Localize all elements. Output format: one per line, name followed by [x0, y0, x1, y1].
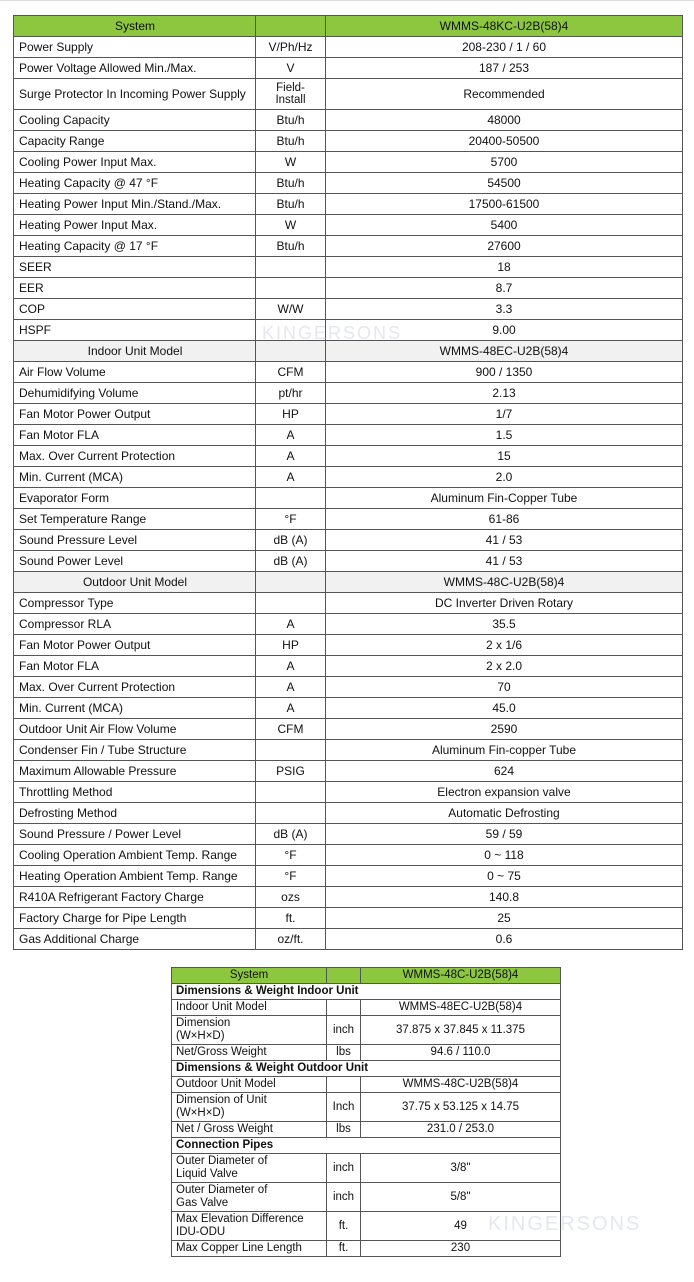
dim-value: 49: [361, 1212, 561, 1241]
table-row: [14, 782, 683, 803]
dim-value: 94.6 / 110.0: [361, 1045, 561, 1061]
table-row: [14, 677, 683, 698]
section-header-row: [172, 1061, 561, 1077]
dim-value: WMMS-48C-U2B(58)4: [361, 1077, 561, 1093]
table-row: [14, 509, 683, 530]
dim-value: WMMS-48C-U2B(58)4: [361, 968, 561, 984]
section-title: Dimensions & Weight Outdoor Unit: [172, 1061, 561, 1077]
spec-label: Cooling Operation Ambient Temp. Range: [14, 845, 256, 866]
spec-label: Sound Power Level: [14, 551, 256, 572]
spec-label: Cooling Power Input Max.: [14, 152, 256, 173]
spec-label: Outdoor Unit Air Flow Volume: [14, 719, 256, 740]
spec-unit: [256, 740, 326, 761]
dim-label: Dimension of Unit (W×H×D): [172, 1093, 327, 1122]
section-title: Connection Pipes: [172, 1138, 561, 1154]
spec-label: Power Voltage Allowed Min./Max.: [14, 58, 256, 79]
table-row: [14, 152, 683, 173]
spec-unit: A: [256, 677, 326, 698]
spec-label: Heating Capacity @ 47 °F: [14, 173, 256, 194]
table-row: [14, 299, 683, 320]
spec-label: Sound Pressure / Power Level: [14, 824, 256, 845]
table-row: [172, 1154, 561, 1183]
dim-label: Net / Gross Weight: [172, 1122, 327, 1138]
dim-label: Outer Diameter of Liquid Valve: [172, 1154, 327, 1183]
spec-unit: dB (A): [256, 551, 326, 572]
spec-label: Max. Over Current Protection: [14, 677, 256, 698]
dim-label: Max Elevation Difference IDU-ODU: [172, 1212, 327, 1241]
spec-label: EER: [14, 278, 256, 299]
table-row: [172, 1016, 561, 1045]
table-row: [14, 824, 683, 845]
table-row: [14, 425, 683, 446]
spec-unit: A: [256, 425, 326, 446]
table-row: [14, 908, 683, 929]
spec-unit: °F: [256, 866, 326, 887]
spec-unit: [256, 341, 326, 362]
spec-unit: [256, 257, 326, 278]
table-row: [14, 278, 683, 299]
spec-value: 8.7: [326, 278, 683, 299]
spec-value: 27600: [326, 236, 683, 257]
spec-value: WMMS-48C-U2B(58)4: [326, 572, 683, 593]
spec-value: 20400-50500: [326, 131, 683, 152]
spec-value: 9.00: [326, 320, 683, 341]
dim-label: Max Copper Line Length: [172, 1241, 327, 1257]
spec-label: COP: [14, 299, 256, 320]
spec-unit: [256, 593, 326, 614]
spec-unit: A: [256, 467, 326, 488]
spec-label: SEER: [14, 257, 256, 278]
spec-value: 0 ~ 118: [326, 845, 683, 866]
spec-unit: A: [256, 656, 326, 677]
spec-unit: HP: [256, 404, 326, 425]
spec-value: 25: [326, 908, 683, 929]
spec-label: Fan Motor Power Output: [14, 635, 256, 656]
table-row: [172, 1122, 561, 1138]
spec-label: Compressor Type: [14, 593, 256, 614]
table-row: [172, 1077, 561, 1093]
spec-unit: W: [256, 152, 326, 173]
table-row: [14, 467, 683, 488]
dim-label: Outdoor Unit Model: [172, 1077, 327, 1093]
table-row: [14, 131, 683, 152]
spec-value: 2590: [326, 719, 683, 740]
spec-value: 41 / 53: [326, 551, 683, 572]
spec-unit: [256, 803, 326, 824]
spec-label: Max. Over Current Protection: [14, 446, 256, 467]
spec-unit: A: [256, 446, 326, 467]
spec-value: 5700: [326, 152, 683, 173]
section-header-row: [172, 984, 561, 1000]
spec-label: Min. Current (MCA): [14, 698, 256, 719]
spec-value: 900 / 1350: [326, 362, 683, 383]
spec-value: Recommended: [326, 79, 683, 110]
table-row: [14, 236, 683, 257]
table-row: [14, 698, 683, 719]
watermark-text: KINGERSONS: [262, 323, 403, 343]
table-row: [14, 761, 683, 782]
spec-label: Defrosting Method: [14, 803, 256, 824]
spec-value: 140.8: [326, 887, 683, 908]
spec-value: 3.3: [326, 299, 683, 320]
dim-unit: lbs: [327, 1045, 361, 1061]
section-header-row: [14, 341, 683, 362]
table-row: [14, 866, 683, 887]
spec-value: 1/7: [326, 404, 683, 425]
spec-unit: Btu/h: [256, 194, 326, 215]
section-header-row: [172, 1138, 561, 1154]
spec-unit: Btu/h: [256, 236, 326, 257]
table-row: [14, 551, 683, 572]
table-row: [172, 1093, 561, 1122]
spec-value: 15: [326, 446, 683, 467]
spec-value: 2.0: [326, 467, 683, 488]
spec-label: Power Supply: [14, 37, 256, 58]
table-row: [172, 1183, 561, 1212]
spec-label: Fan Motor FLA: [14, 656, 256, 677]
top-divider: [0, 0, 694, 1]
spec-unit: Btu/h: [256, 110, 326, 131]
table-row: [14, 173, 683, 194]
spec-value: 0.6: [326, 929, 683, 950]
table-row: [14, 719, 683, 740]
table-row: [14, 803, 683, 824]
spec-value: 61-86: [326, 509, 683, 530]
spec-unit: Btu/h: [256, 173, 326, 194]
dim-label: Dimension (W×H×D): [172, 1016, 327, 1045]
spec-value: WMMS-48KC-U2B(58)4: [326, 16, 683, 37]
spec-unit: A: [256, 614, 326, 635]
table-header-row: [172, 968, 561, 984]
spec-value: 48000: [326, 110, 683, 131]
table-row: [14, 383, 683, 404]
spec-value: 41 / 53: [326, 530, 683, 551]
dim-unit: ft.: [327, 1212, 361, 1241]
spec-unit: Btu/h: [256, 131, 326, 152]
spec-label: Indoor Unit Model: [14, 341, 256, 362]
table-row: [172, 1212, 561, 1241]
dim-label: Indoor Unit Model: [172, 1000, 327, 1016]
dim-unit: [327, 1000, 361, 1016]
dim-label: Net/Gross Weight: [172, 1045, 327, 1061]
spec-value: 17500-61500: [326, 194, 683, 215]
spec-value: 1.5: [326, 425, 683, 446]
table-row: [14, 656, 683, 677]
dim-unit: ft.: [327, 1241, 361, 1257]
spec-label: Heating Operation Ambient Temp. Range: [14, 866, 256, 887]
dim-value: 37.75 x 53.125 x 14.75: [361, 1093, 561, 1122]
spec-label: Heating Capacity @ 17 °F: [14, 236, 256, 257]
spec-label: Gas Additional Charge: [14, 929, 256, 950]
table-row: [14, 215, 683, 236]
spec-unit: dB (A): [256, 530, 326, 551]
spec-value: DC Inverter Driven Rotary: [326, 593, 683, 614]
dim-label: Outer Diameter of Gas Valve: [172, 1183, 327, 1212]
spec-unit: CFM: [256, 362, 326, 383]
spec-label: Min. Current (MCA): [14, 467, 256, 488]
table-row: [14, 79, 683, 110]
spec-unit: ft.: [256, 908, 326, 929]
table-row: [14, 614, 683, 635]
spec-value: 70: [326, 677, 683, 698]
spec-unit: oz/ft.: [256, 929, 326, 950]
spec-label: Fan Motor Power Output: [14, 404, 256, 425]
spec-value: Aluminum Fin-Copper Tube: [326, 488, 683, 509]
spec-label: Capacity Range: [14, 131, 256, 152]
table-row: [14, 488, 683, 509]
spec-label: Fan Motor FLA: [14, 425, 256, 446]
table-row: [14, 887, 683, 908]
dim-value: 5/8": [361, 1183, 561, 1212]
spec-label: Heating Power Input Max.: [14, 215, 256, 236]
watermark-text: KINGERSONS: [488, 1213, 642, 1235]
spec-unit: [256, 278, 326, 299]
spec-unit: [256, 782, 326, 803]
spec-label: Sound Pressure Level: [14, 530, 256, 551]
dim-value: 37.875 x 37.845 x 11.375: [361, 1016, 561, 1045]
spec-value: 0 ~ 75: [326, 866, 683, 887]
spec-value: 54500: [326, 173, 683, 194]
table-row: [14, 257, 683, 278]
spec-value: 2.13: [326, 383, 683, 404]
table-row: [14, 530, 683, 551]
spec-unit: W/W: [256, 299, 326, 320]
spec-label: Maximum Allowable Pressure: [14, 761, 256, 782]
spec-label: Heating Power Input Min./Stand./Max.: [14, 194, 256, 215]
spec-value: 5400: [326, 215, 683, 236]
dim-unit: inch: [327, 1154, 361, 1183]
table-row: [14, 110, 683, 131]
dim-value: 3/8": [361, 1154, 561, 1183]
spec-value: 187 / 253: [326, 58, 683, 79]
spec-unit: °F: [256, 845, 326, 866]
dim-value: 231.0 / 253.0: [361, 1122, 561, 1138]
spec-value: Aluminum Fin-copper Tube: [326, 740, 683, 761]
section-title: Dimensions & Weight Indoor Unit: [172, 984, 561, 1000]
spec-value: 2 x 2.0: [326, 656, 683, 677]
spec-label: HSPF: [14, 320, 256, 341]
spec-unit: pt/hr: [256, 383, 326, 404]
spec-value: 208-230 / 1 / 60: [326, 37, 683, 58]
spec-unit: V: [256, 58, 326, 79]
spec-unit: A: [256, 698, 326, 719]
spec-label: Compressor RLA: [14, 614, 256, 635]
spec-unit: [256, 488, 326, 509]
spec-unit: [256, 572, 326, 593]
table-row: [14, 740, 683, 761]
dim-value: WMMS-48EC-U2B(58)4: [361, 1000, 561, 1016]
spec-value: WMMS-48EC-U2B(58)4: [326, 341, 683, 362]
dimensions-table: [171, 967, 561, 1257]
spec-value: 35.5: [326, 614, 683, 635]
dim-unit: inch: [327, 1183, 361, 1212]
spec-unit: dB (A): [256, 824, 326, 845]
spec-value: Automatic Defrosting: [326, 803, 683, 824]
table-row: [14, 37, 683, 58]
spec-unit: PSIG: [256, 761, 326, 782]
table-row: [14, 446, 683, 467]
spec-value: 2 x 1/6: [326, 635, 683, 656]
spec-unit: [256, 320, 326, 341]
spec-label: Dehumidifying Volume: [14, 383, 256, 404]
table-row: [172, 1000, 561, 1016]
spec-unit: HP: [256, 635, 326, 656]
spec-label: Factory Charge for Pipe Length: [14, 908, 256, 929]
spec-unit: W: [256, 215, 326, 236]
table-header-row: [14, 16, 683, 37]
dim-unit: [327, 968, 361, 984]
spec-label: Evaporator Form: [14, 488, 256, 509]
spec-label: Outdoor Unit Model: [14, 572, 256, 593]
spec-value: 18: [326, 257, 683, 278]
spec-value: 624: [326, 761, 683, 782]
table-row: [14, 194, 683, 215]
spec-unit: [256, 16, 326, 37]
table-row: [14, 404, 683, 425]
table-row: [14, 845, 683, 866]
table-row: [14, 929, 683, 950]
dim-label: System: [172, 968, 327, 984]
table-row: [172, 1045, 561, 1061]
spec-label: Air Flow Volume: [14, 362, 256, 383]
spec-label: Condenser Fin / Tube Structure: [14, 740, 256, 761]
dim-value: 230: [361, 1241, 561, 1257]
spec-value: Electron expansion valve: [326, 782, 683, 803]
spec-label: Set Temperature Range: [14, 509, 256, 530]
spec-value: 45.0: [326, 698, 683, 719]
spec-unit: CFM: [256, 719, 326, 740]
dim-unit: lbs: [327, 1122, 361, 1138]
table-row: [14, 320, 683, 341]
dim-unit: [327, 1077, 361, 1093]
dim-unit: Inch: [327, 1093, 361, 1122]
table-row: [14, 58, 683, 79]
spec-unit: °F: [256, 509, 326, 530]
spec-unit: Field- Install: [256, 79, 326, 110]
section-header-row: [14, 572, 683, 593]
spec-unit: V/Ph/Hz: [256, 37, 326, 58]
table-row: [14, 635, 683, 656]
table-row: [172, 1241, 561, 1257]
table-row: [14, 593, 683, 614]
spec-value: 59 / 59: [326, 824, 683, 845]
spec-label: Throttling Method: [14, 782, 256, 803]
spec-label: Cooling Capacity: [14, 110, 256, 131]
spec-unit: ozs: [256, 887, 326, 908]
spec-label: R410A Refrigerant Factory Charge: [14, 887, 256, 908]
table-row: [14, 362, 683, 383]
spec-label: System: [14, 16, 256, 37]
spec-label: Surge Protector In Incoming Power Supply: [14, 79, 256, 110]
dim-unit: inch: [327, 1016, 361, 1045]
specification-table: [13, 15, 683, 950]
